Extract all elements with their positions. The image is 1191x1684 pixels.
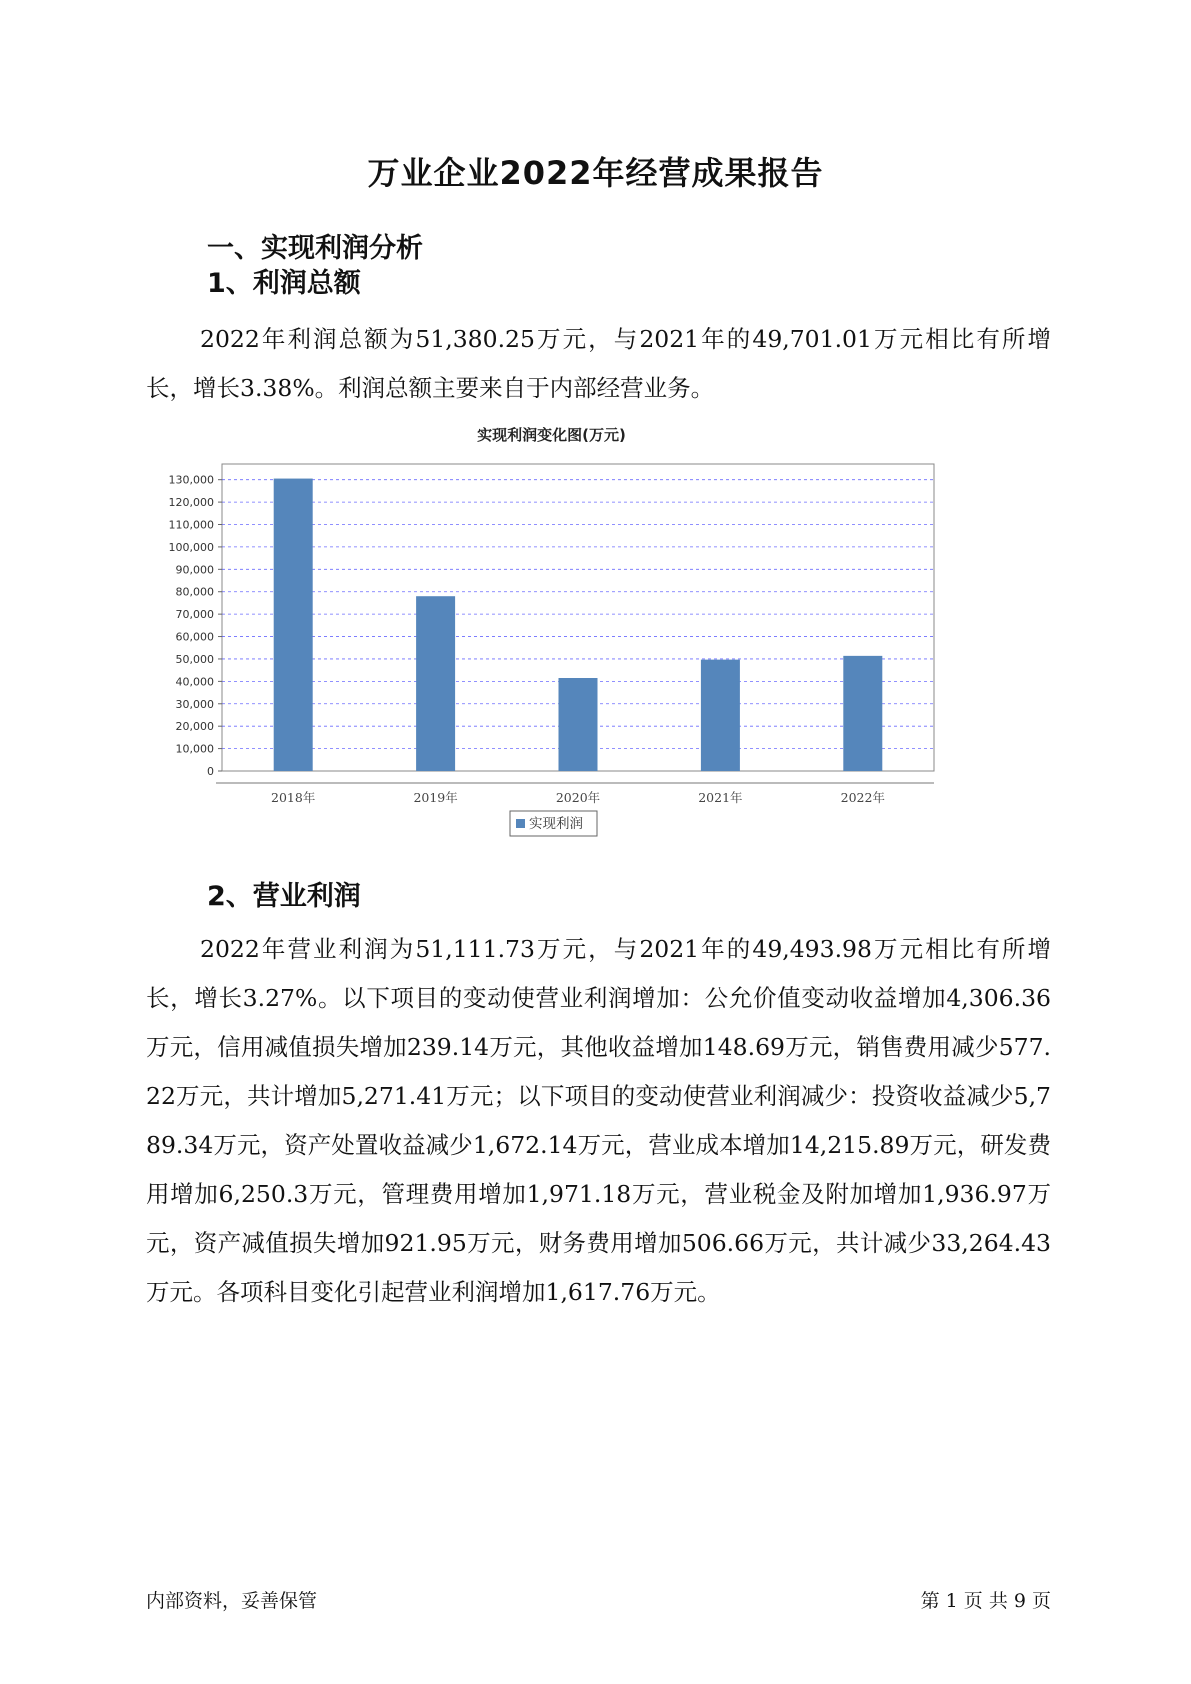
subheading-total-profit: 1、利润总额 xyxy=(207,268,361,299)
section-heading-profit-analysis: 一、实现利润分析 xyxy=(207,233,423,264)
x-tick-label: 2020年 xyxy=(555,790,601,805)
paragraph-total-profit: 2022年利润总额为51,380.25万元，与2021年的49,701.01万元相比有所增长，增长3.38%。利润总额主要来自于内部经营业务。 xyxy=(146,325,1051,402)
legend-swatch xyxy=(516,819,525,828)
bar xyxy=(274,479,313,771)
bar xyxy=(416,596,455,771)
document-title: 万业企业2022年经营成果报告 xyxy=(367,154,824,192)
y-tick-label: 90,000 xyxy=(175,563,214,577)
y-tick-label: 60,000 xyxy=(175,630,214,644)
legend-label: 实现利润 xyxy=(529,816,583,832)
bar xyxy=(701,660,740,771)
y-tick-label: 40,000 xyxy=(175,675,214,689)
footer-page-number: 第 1 页 共 9 页 xyxy=(920,1590,1051,1612)
y-tick-label: 30,000 xyxy=(175,697,214,711)
y-tick-label: 70,000 xyxy=(175,608,214,622)
x-tick-label: 2021年 xyxy=(698,790,743,805)
x-tick-label: 2018年 xyxy=(271,790,316,805)
x-tick-label: 2019年 xyxy=(413,790,458,805)
y-tick-label: 50,000 xyxy=(175,652,214,666)
subheading-operating-profit: 2、营业利润 xyxy=(207,881,361,912)
x-tick-label: 2022年 xyxy=(840,790,885,805)
chart-svg xyxy=(146,458,1051,908)
profit-bar-chart xyxy=(146,426,1051,908)
y-tick-label: 100,000 xyxy=(168,540,214,554)
bar xyxy=(843,656,882,771)
y-tick-label: 110,000 xyxy=(168,518,214,532)
y-tick-label: 10,000 xyxy=(175,742,214,756)
y-tick-label: 130,000 xyxy=(168,473,214,487)
footer-confidential-note: 内部资料，妥善保管 xyxy=(146,1590,318,1612)
y-tick-label: 0 xyxy=(207,765,214,778)
paragraph-operating-profit: 2022年营业利润为51,111.73万元，与2021年的49,493.98万元相比有所增长，增长3.27%。以下项目的变动使营业利润增加：公允价值变动收益增加4,306.36万元，信用减值损失增加239.14万元，其他收益增加148.69万元，销售费用减少577.22万元，共计增加5,271.41万元；以下项目的变动使营业利润减少：投资收益减少5,789.34万元，资产处置收益减少1,672.14万元，营业成本增加14,215.89万元，研发费用增加6,250.3万元，管理费用增加1,971.18万元，营业税金及附加增加1,936.97万元，资产减值损失增加921.95万元，财务费用增加506.66万元，共计减少33,264.43万元。各项科目变化引起营业利润增加1,617.76万元。 xyxy=(146,935,1051,1306)
y-tick-label: 20,000 xyxy=(175,720,214,734)
bar xyxy=(559,678,598,771)
y-tick-label: 120,000 xyxy=(168,496,214,510)
chart-title-text: 实现利润变化图(万元) xyxy=(477,426,626,444)
y-tick-label: 80,000 xyxy=(175,585,214,599)
